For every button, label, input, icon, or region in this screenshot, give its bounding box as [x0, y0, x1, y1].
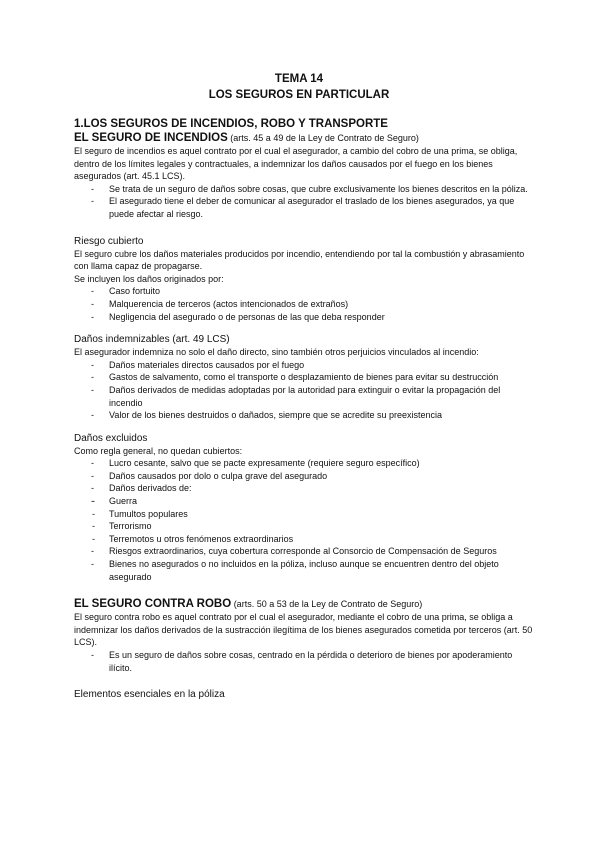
- list-item: - Lucro cesante, salvo que se pacte expresamente (requiere seguro específico): [74, 457, 534, 470]
- robo-list: [74, 649, 534, 674]
- incendios-list: [74, 183, 534, 221]
- document-body: [74, 71, 534, 701]
- incendios-heading: [74, 131, 534, 145]
- riesgo-label: Riesgo cubierto: [74, 235, 144, 247]
- list-item: - Se trata de un seguro de daños sobre cosas, que cubre exclusivamente los bienes descritos en la póliza.: [74, 183, 534, 196]
- excluidos-label: Daños excluidos: [74, 432, 148, 444]
- list-item: - Valor de los bienes destruidos o dañados, siempre que se acredite su preexistencia: [74, 409, 534, 422]
- riesgo-intro: Se incluyen los daños originados por:: [74, 273, 224, 284]
- list-item: - El asegurado tiene el deber de comunicar al asegurador el traslado de los bienes asegurados, ya que puede afectar al riesgo.: [74, 195, 534, 220]
- list-item: - Tumultos populares: [39, 508, 534, 521]
- indemnizables-label: Daños indemnizables (art. 49 LCS): [74, 334, 230, 346]
- list-item: - Daños causados por dolo o culpa grave del asegurado: [74, 470, 534, 483]
- incendios-heading-text: EL SEGURO DE INCENDIOS: [74, 132, 228, 144]
- excluidos-sublist: [74, 495, 534, 545]
- sublist-container: [74, 495, 534, 545]
- excluidos-list: [74, 457, 534, 495]
- robo-definition: El seguro contra robo es aquel contrato por el cual el asegurador, mediante el cobro de una prima, se obliga a indemnizar los daños derivados de la sustracción ilegítima de los bienes asegurados cometida por terceros (art. 50 LCS).: [74, 612, 533, 648]
- excluidos-list-2: [74, 545, 534, 583]
- excluidos-sublist-wrap: [74, 495, 534, 545]
- list-item: - Terremotos u otros fenómenos extraordinarios: [39, 533, 534, 546]
- list-item: - Negligencia del asegurado o de personas de las que deba responder: [74, 311, 534, 324]
- list-item: - Caso fortuito: [74, 285, 534, 298]
- incendios-heading-ref: (arts. 45 a 49 de la Ley de Contrato de Seguro): [227, 133, 419, 143]
- riesgo-list: [74, 285, 534, 323]
- list-item: - Gastos de salvamento, como el transporte o desplazamiento de bienes para evitar su destrucción: [74, 371, 534, 384]
- incendios-definition: El seguro de incendios es aquel contrato por el cual el asegurador, a cambio del cobro de una prima, se obliga, dentro de los límites legales y contractuales, a indemnizar los daños causados por el fuego en los bienes asegurados (art. 45.1 LCS).: [74, 146, 518, 182]
- robo-heading-ref: (arts. 50 a 53 de la Ley de Contrato de Seguro): [231, 599, 423, 610]
- list-item: - Daños derivados de:: [74, 482, 534, 495]
- topic-title: TEMA 14: [274, 73, 324, 85]
- indemnizables-text: El asegurador indemniza no solo el daño directo, sino también otros perjuicios vinculados al incendio:: [74, 347, 479, 358]
- riesgo-text: El seguro cubre los daños materiales producidos por incendio, entendiendo por tal la combustión y abrasamiento con llama capaz de propagarse.: [74, 248, 525, 272]
- section-heading: 1.LOS SEGUROS DE INCENDIOS, ROBO Y TRANSPORTE: [74, 118, 388, 130]
- indemnizables-list: [74, 359, 534, 422]
- list-item: - Riesgos extraordinarios, cuya cobertura corresponde al Consorcio de Compensación de Seguros: [74, 545, 534, 558]
- topic-subtitle: LOS SEGUROS EN PARTICULAR: [208, 89, 390, 101]
- list-item: - Malquerencia de terceros (actos intencionados de extraños): [74, 298, 534, 311]
- list-item: - Daños derivados de medidas adoptadas por la autoridad para extinguir o evitar la propagación del incendio: [74, 384, 534, 409]
- robo-heading-text: EL SEGURO CONTRA ROBO: [74, 598, 232, 611]
- list-item: - Bienes no asegurados o no incluidos en la póliza, incluso aunque se encuentren dentro del objeto asegurado: [74, 558, 534, 583]
- list-item: - - Guerra: [39, 495, 534, 508]
- list-item: - Es un seguro de daños sobre cosas, centrado en la pérdida o deterioro de bienes por apoderamiento ilícito.: [74, 649, 534, 674]
- excluidos-text: Como regla general, no quedan cubiertos:: [74, 445, 243, 456]
- robo-heading: [74, 597, 534, 611]
- list-item: - Daños materiales directos causados por el fuego: [74, 359, 534, 372]
- elementos-label: Elementos esenciales en la póliza: [74, 689, 225, 701]
- list-item: - Terrorismo: [39, 520, 534, 533]
